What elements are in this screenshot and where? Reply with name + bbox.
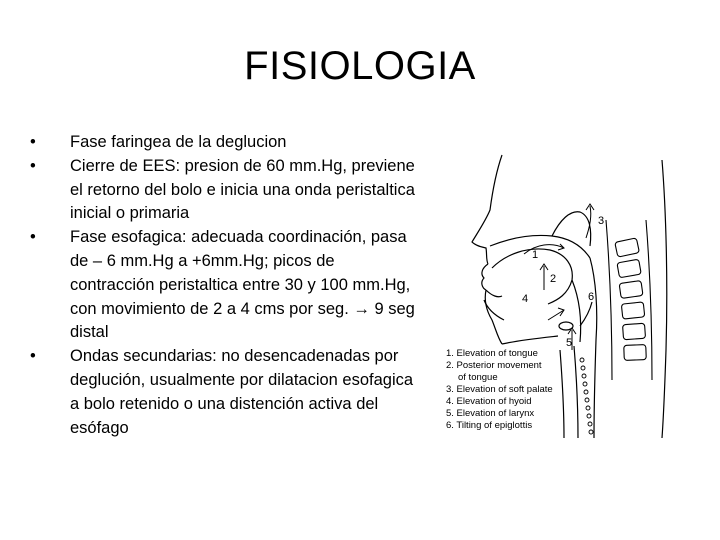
figure-number: 1 bbox=[532, 249, 539, 261]
bullet-text: Ondas secundarias: no desencadenadas por deglución, usualmente por dilatacion esofagica a bolo retenido o una distención activa del esófago bbox=[70, 347, 414, 437]
legend-item: 6. Tilting of epiglottis bbox=[446, 420, 533, 431]
bullet-item bbox=[30, 131, 420, 155]
legend-item: 4. Elevation of hyoid bbox=[446, 396, 532, 407]
legend-item: of tongue bbox=[458, 372, 498, 383]
bullet-item bbox=[30, 345, 420, 440]
bullet-icon: • bbox=[30, 156, 36, 175]
bullet-icon: • bbox=[30, 347, 36, 366]
bullet-text: Cierre de EES: presion de 60 mm.Hg, previene el retorno del bolo e inicia una onda peristaltica inicial o primaria bbox=[70, 156, 415, 223]
figure-number: 4 bbox=[522, 293, 529, 305]
bullet-item bbox=[30, 155, 420, 226]
figure-number: 5 bbox=[566, 337, 573, 349]
bullet-list bbox=[30, 131, 420, 440]
bullet-text: Fase faringea de la deglucion bbox=[70, 133, 287, 151]
slide-title: FISIOLOGIA bbox=[244, 44, 476, 88]
legend-item: 1. Elevation of tongue bbox=[446, 348, 538, 359]
figure-number: 6 bbox=[588, 291, 595, 303]
legend-item: 3. Elevation of soft palate bbox=[446, 384, 553, 395]
bolus-dots bbox=[580, 358, 593, 434]
swallowing-diagram bbox=[440, 150, 682, 440]
bullet-icon: • bbox=[30, 133, 36, 151]
bullet-icon: • bbox=[30, 228, 36, 247]
bullet-text: Fase esofagica: adecuada coordinación, pasa de – 6 mm.Hg a +6mm.Hg; picos de contracción peristaltica entre 30 y 100 mm.Hg, con movimiento de 2 a 4 cms por seg. → 9 seg distal bbox=[70, 228, 415, 342]
legend-item: 2. Posterior movement bbox=[446, 360, 542, 371]
swallowing-anatomy-figure bbox=[440, 150, 682, 440]
movement-arrows bbox=[524, 204, 594, 350]
vertebrae bbox=[606, 220, 652, 380]
figure-legend bbox=[446, 348, 553, 431]
bullet-item bbox=[30, 226, 420, 345]
legend-item: 5. Elevation of larynx bbox=[446, 408, 535, 419]
figure-number: 2 bbox=[550, 273, 557, 285]
figure-number: 3 bbox=[598, 215, 605, 227]
